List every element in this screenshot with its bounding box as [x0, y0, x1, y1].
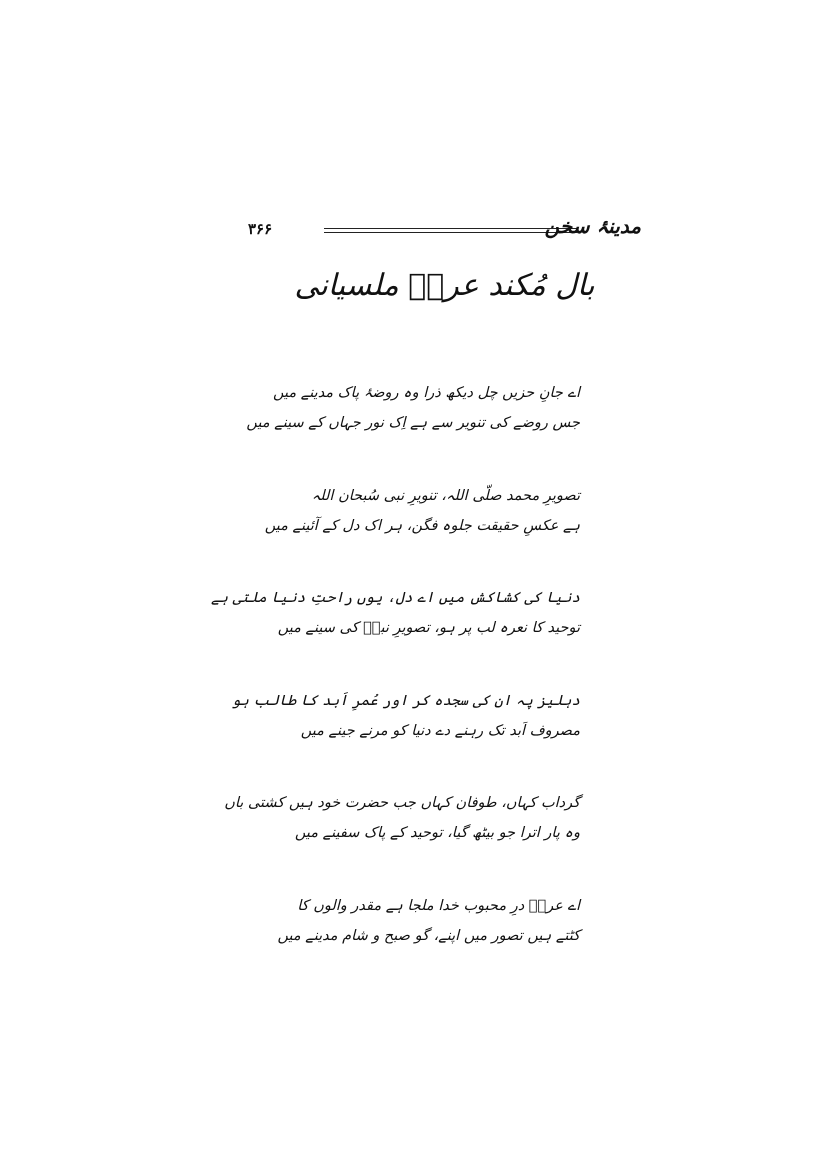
verse-line: اے جانِ حزیں چل دیکھ ذرا وہ روضۂ پاک مدینے میں: [273, 385, 580, 401]
couplet: [264, 481, 580, 582]
header-rule: [324, 228, 577, 233]
verse-line: تصویرِ محمد صلّی اللہ، تنویرِ نبی سُبحان اللہ: [311, 487, 580, 504]
verse-line: دہلیز پہ ان کی سجدہ کر اور عُمرِ اَبد کا طالب ہو: [231, 692, 580, 709]
verse-line: ہے عکسِ حقیقت جلوہ فگن، ہر اک دل کے آئینے میں: [264, 517, 580, 534]
couplet: [231, 686, 580, 787]
couplet: [211, 583, 580, 684]
page-header: [248, 214, 641, 250]
verse-line: گرداب کہاں، طوفان کہاں جب حضرت خود ہیں کشتی باں: [224, 795, 580, 811]
verse-line: مصروف اَبد تک رہنے دے دنیا کو مرنے جینے میں: [300, 722, 580, 739]
page-number: ۳۶۶: [248, 220, 273, 238]
couplet: [246, 378, 580, 479]
poet-name: بال مُکند عرشؔ ملسیانی: [294, 268, 595, 303]
poem: [211, 378, 580, 993]
verse-line: وہ پار اترا جو بیٹھ گیا، توحید کے پاک سفینے میں: [294, 825, 580, 841]
verse-line: دنیا کی کشاکش میں اے دل، یوں راحتِ دنیا ملتی ہے: [211, 590, 580, 606]
verse-line: توحید کا نعرہ لب پر ہو، تصویرِ نبیؐ کی سینے میں: [277, 620, 580, 636]
verse-line: اے عرشؔ درِ محبوب خدا ملجا ہے مقدر والوں کا: [297, 897, 580, 914]
couplet: [224, 788, 580, 889]
couplet: [277, 891, 580, 992]
verse-line: کٹتے ہیں تصور میں اپنے، گو صبح و شام مدینے میں: [277, 927, 580, 944]
verse-line: جس روضے کی تنویر سے ہے اِک نور جہاں کے سینے میں: [246, 415, 580, 431]
running-title: مدینۂ سخن: [544, 214, 641, 238]
